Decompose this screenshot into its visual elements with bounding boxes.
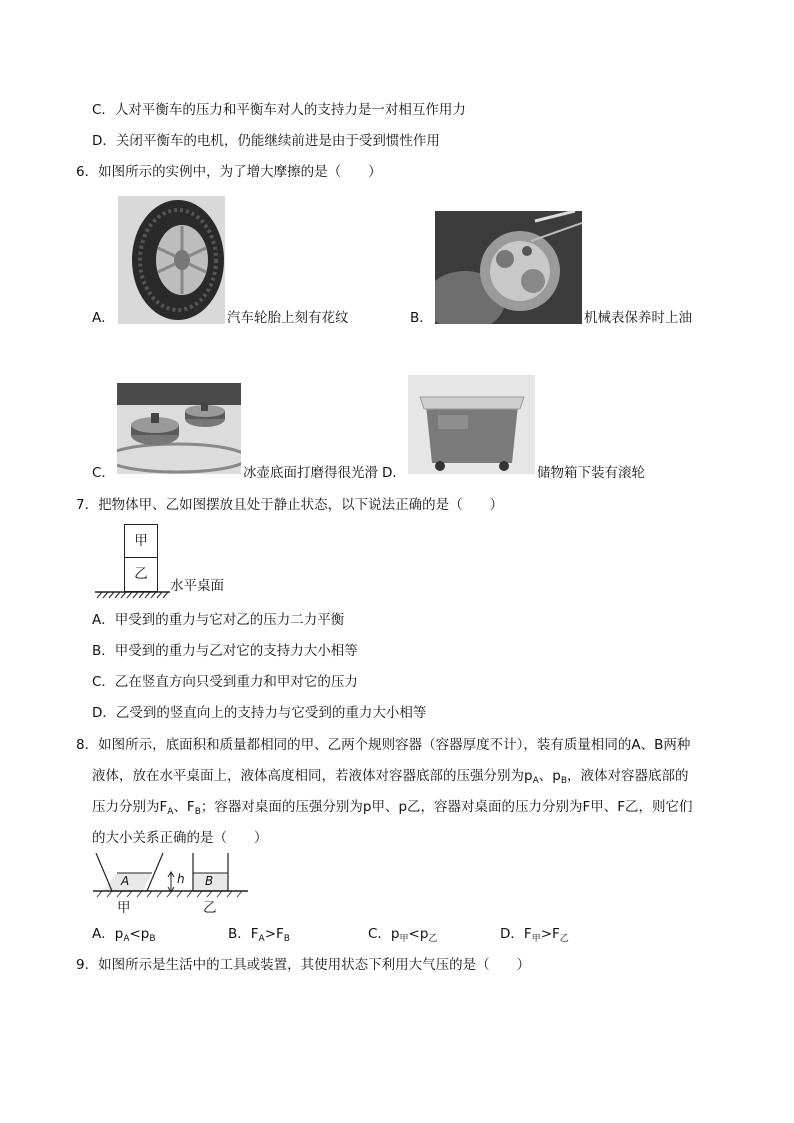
liquid-a-label: A	[121, 874, 130, 888]
q8-option-c: C．$p_甲<p_乙$	[368, 926, 438, 944]
q6-option-c-text: 冰壶底面打磨得很光滑	[243, 465, 378, 481]
curling-stone-image	[117, 383, 241, 474]
q8-option-d: D．$F_甲>F_乙$	[500, 926, 569, 944]
q8-option-a: A．$p_A<p_B$	[92, 926, 156, 944]
q6-option-d-letter: D．	[382, 465, 406, 481]
q9-stem: 9．如图所示是生活中的工具或装置，其使用状态下利用大气压的是（ ）	[76, 957, 531, 973]
containers-drawing	[93, 853, 253, 898]
q6-option-a-text: 汽车轮胎上刻有花纹	[227, 310, 349, 326]
q6-option-b-letter: B．	[410, 310, 433, 326]
q8-option-b: B．$F_A>F_B$	[228, 926, 290, 944]
surface-label: 水平桌面	[170, 578, 224, 594]
container-yi-label: 乙	[203, 900, 217, 916]
q7-stacked-blocks-figure	[95, 524, 245, 604]
height-h-label: h	[177, 872, 185, 886]
liquid-b-label: B	[205, 874, 214, 888]
q8-containers-figure	[93, 853, 253, 919]
tire-image	[118, 196, 225, 324]
q7-option-b: B．甲受到的重力与乙对它的支持力大小相等	[92, 643, 358, 659]
q5-option-d: D．关闭平衡车的电机，仍能继续前进是由于受到惯性作用	[92, 133, 440, 149]
q7-option-c: C．乙在竖直方向只受到重力和甲对它的压力	[92, 674, 358, 690]
q8-line-1: 8．如图所示，底面积和质量都相同的甲、乙两个规则容器（容器厚度不计），装有质量相同的A、B两种	[76, 737, 691, 753]
storage-box-image	[408, 375, 535, 474]
block-jia: 甲	[124, 524, 158, 558]
q8-line-2: 液体，放在水平桌面上，液体高度相同，若液体对容器底部的压强分别为$p_A$、$p_B$，液体对容器底部的	[92, 768, 689, 786]
q8-line-4: 的大小关系正确的是（ ）	[92, 830, 268, 846]
container-jia-label: 甲	[117, 900, 131, 916]
q6-stem: 6．如图所示的实例中，为了增大摩擦的是（ ）	[76, 164, 382, 180]
block-yi: 乙	[124, 558, 158, 592]
q7-option-a: A．甲受到的重力与它对乙的压力二力平衡	[92, 612, 345, 628]
q6-option-b-text: 机械表保养时上油	[584, 310, 692, 326]
watch-maintenance-image	[435, 211, 582, 324]
q7-option-d: D．乙受到的竖直向上的支持力与它受到的重力大小相等	[92, 705, 427, 721]
q6-option-a-letter: A．	[92, 310, 115, 326]
q8-line-3: 压力分别为$F_A$、$F_B$；容器对桌面的压强分别为p甲、p乙，容器对桌面的压力分别为F甲、F乙，则它们	[92, 799, 693, 817]
q5-option-c: C．人对平衡车的压力和平衡车对人的支持力是一对相互作用力	[92, 102, 466, 118]
q6-option-d-text: 储物箱下装有滚轮	[537, 465, 645, 481]
q6-option-c-letter: C．	[92, 465, 115, 481]
q7-stem: 7．把物体甲、乙如图摆放且处于静止状态，以下说法正确的是（ ）	[76, 497, 504, 513]
table-surface-hatch	[95, 591, 170, 599]
